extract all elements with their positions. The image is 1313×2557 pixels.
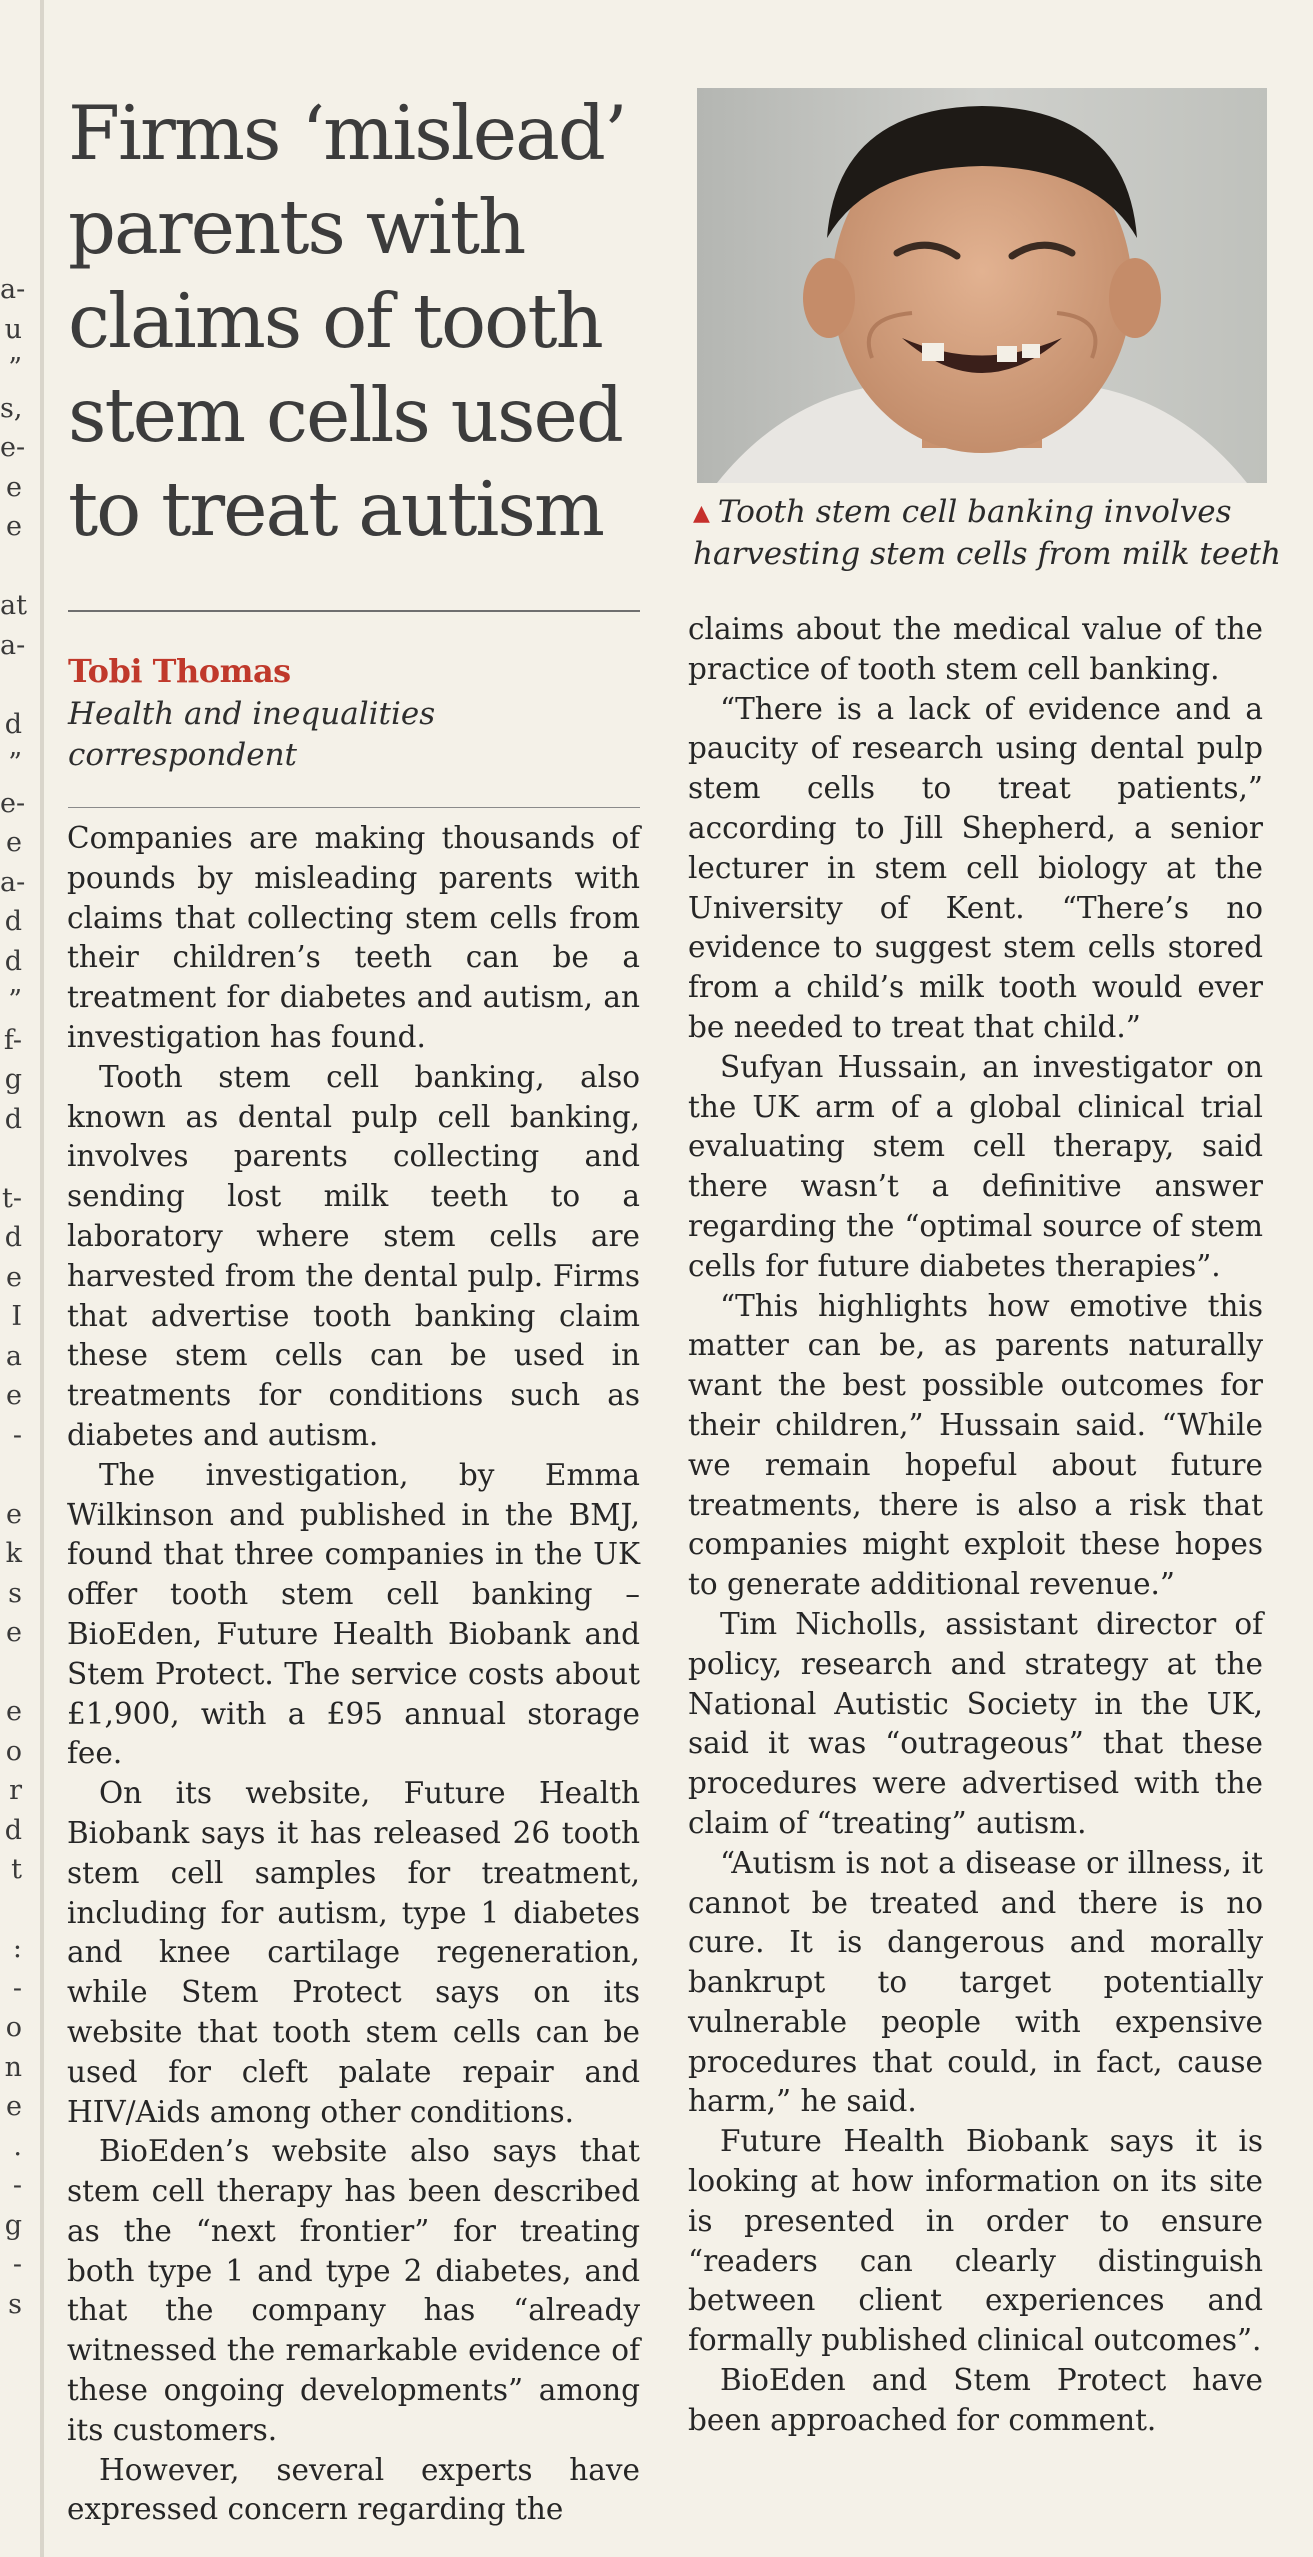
- fragment-line: -: [12, 2249, 22, 2280]
- photo-caption: [693, 492, 1293, 574]
- fragment-line: [0, 1139, 22, 1179]
- fragment-line: ”: [8, 353, 22, 384]
- fragment-line: e: [6, 1696, 22, 1727]
- fragment-line: d: [4, 1814, 22, 1846]
- headline: Firms ‘mislead’ parents with claims of tooth stem cells used to treat autism: [68, 89, 626, 553]
- paragraph: “There is a lack of evidence and a paucity of research using dental pulp stem cells to treat patients,” according to Jill Shepherd, a senior lecturer in stem cell biology at the University of Kent. “There’s no evidence to suggest stem cells stored from a child’s milk tooth would ever be needed to treat that child.”: [688, 691, 1263, 1044]
- paragraph: Tim Nicholls, assistant director of policy, research and strategy at the National Autistic Society in the UK, said it was “outrageous” that these procedures were advertised with the claim of “treating” autism.: [688, 1606, 1263, 1840]
- fragment-line: [0, 1455, 22, 1495]
- fragment-line: o: [5, 1735, 22, 1767]
- fragment-line: s,: [0, 392, 23, 424]
- fragment-line: s: [8, 1577, 22, 1609]
- fragment-line: e-: [0, 432, 26, 463]
- fragment-line: e: [6, 1498, 22, 1530]
- fragment-line: e: [6, 1380, 22, 1411]
- paragraph: BioEden and Stem Protect have been approached for comment.: [688, 2363, 1263, 2437]
- caption-text: Tooth stem cell banking involves harvesting stem cells from milk teeth: [693, 494, 1281, 572]
- fragment-line: t-: [2, 1182, 22, 1214]
- fragment-line: d: [4, 1103, 22, 1135]
- fragment-line: [0, 1890, 22, 1930]
- fragment-line: .: [13, 2130, 22, 2162]
- byline-rule-top: [68, 610, 640, 612]
- fragment-line: t: [11, 1854, 22, 1885]
- fragment-line: e: [6, 1261, 22, 1293]
- fragment-line: ”: [8, 985, 22, 1016]
- paragraph: “Autism is not a disease or illness, it cannot be treated and there is no cure. It is dangerous and morally bankrupt to target potentially vulnerable people with expensive procedures that could, in fact, cause harm,” he said.: [688, 1845, 1263, 2119]
- fragment-line: d: [4, 708, 22, 740]
- child-photo-illustration: [697, 88, 1267, 483]
- fragment-line: I: [11, 1301, 22, 1332]
- fragment-line: g: [4, 2209, 22, 2241]
- article-column-2: [688, 610, 1263, 2441]
- column-fold: [40, 0, 44, 2557]
- fragment-line: d: [4, 945, 22, 977]
- paragraph: However, several experts have expressed concern regarding the: [67, 2452, 640, 2527]
- author-role: Health and inequalities correspondent: [68, 696, 436, 773]
- fragment-line: s: [8, 2288, 22, 2320]
- fragment-line: g: [4, 1064, 22, 1095]
- fragment-line: [0, 665, 22, 705]
- fragment-line: [0, 1653, 22, 1693]
- paragraph: Tooth stem cell banking, also known as dental pulp cell banking, involves parents collecting and sending lost milk teeth to a laboratory where stem cells are harvested from the dental pulp. Firms that advertise tooth banking claim these stem cells can be used in treatments for conditions such as diabetes and autism.: [67, 1059, 640, 1452]
- caption-triangle-icon: ▲: [693, 501, 710, 526]
- paragraph: Sufyan Hussain, an investigator on the UK arm of a global clinical trial evaluating stem cell therapy, said there wasn’t a definitive answer regarding the “optimal source of stem cells for future diabetes therapies”.: [688, 1049, 1263, 1283]
- paragraph: On its website, Future Health Biobank says it has released 26 tooth stem cell samples for treatment, including for autism, type 1 diabetes and knee cartilage regeneration, while Stem Protect says on its website that tooth stem cells can be used for cleft palate repair and HIV/Aids among other conditions.: [67, 1776, 640, 2129]
- fragment-line: e: [6, 827, 22, 858]
- paragraph: Future Health Biobank says it is looking at how information on its site is presented in order to ensure “readers can clearly distinguish between client experiences and formally published clinical outcomes”.: [688, 2124, 1263, 2358]
- paragraph: The investigation, by Emma Wilkinson and published in the BMJ, found that three companies in the UK offer tooth stem cell banking – BioEden, Future Health Biobank and Stem Protect. The service costs about £1,900, with a £95 annual storage fee.: [67, 1457, 640, 1771]
- fragment-line: f-: [3, 1024, 22, 1056]
- fragment-line: -: [12, 1419, 22, 1451]
- fragment-line: -: [12, 1972, 22, 2004]
- fragment-line: d: [4, 906, 22, 937]
- fragment-line: [0, 547, 22, 587]
- fragment-line: k: [5, 1538, 22, 1569]
- fragment-line: :: [12, 1933, 22, 1964]
- fragment-line: d: [4, 1222, 22, 1253]
- fragment-line: e: [6, 511, 22, 542]
- paragraph: BioEden’s website also says that stem cell therapy has been described as the “next frontier” for treating both type 1 and type 2 diabetes, and that the company has “already witnessed the remarkable evidence of these ongoing developments” among its customers.: [67, 2134, 640, 2447]
- byline-rule-bottom: [68, 807, 640, 808]
- fragment-line: e: [6, 1617, 22, 1648]
- fragment-line: e: [6, 471, 22, 503]
- fragment-line: a-: [0, 866, 26, 898]
- fragment-line: a-: [0, 629, 26, 661]
- fragment-line: u: [4, 313, 22, 345]
- fragment-line: e: [6, 2091, 22, 2122]
- paragraph: Companies are making thousands of pounds by misleading parents with claims that collecting stem cells from their children’s teeth can be a treatment for diabetes and autism, an investigation has found.: [67, 821, 640, 1054]
- fragment-line: ”: [8, 748, 22, 779]
- article-column-1: [67, 819, 640, 2530]
- fragment-line: a: [5, 1340, 22, 1372]
- author-name: Tobi Thomas: [68, 652, 291, 690]
- fragment-line: at: [0, 590, 27, 621]
- paragraph: “This highlights how emotive this matter can be, as parents naturally want the best possible outcomes for their children,” Hussain said. “While we remain hopeful about future treatments, there is also a risk that companies might exploit these hopes to generate additional revenue.”: [688, 1288, 1263, 1602]
- fragment-line: r: [9, 1775, 22, 1806]
- fragment-line: n: [4, 2051, 22, 2083]
- fragment-line: o: [5, 2012, 22, 2043]
- previous-article-fragments: [0, 270, 27, 2324]
- fragment-line: a-: [0, 274, 26, 305]
- paragraph: claims about the medical value of the practice of tooth stem cell banking.: [688, 612, 1263, 686]
- fragment-line: e-: [0, 787, 26, 819]
- fragment-line: -: [12, 2170, 22, 2201]
- article-photo: [697, 88, 1267, 483]
